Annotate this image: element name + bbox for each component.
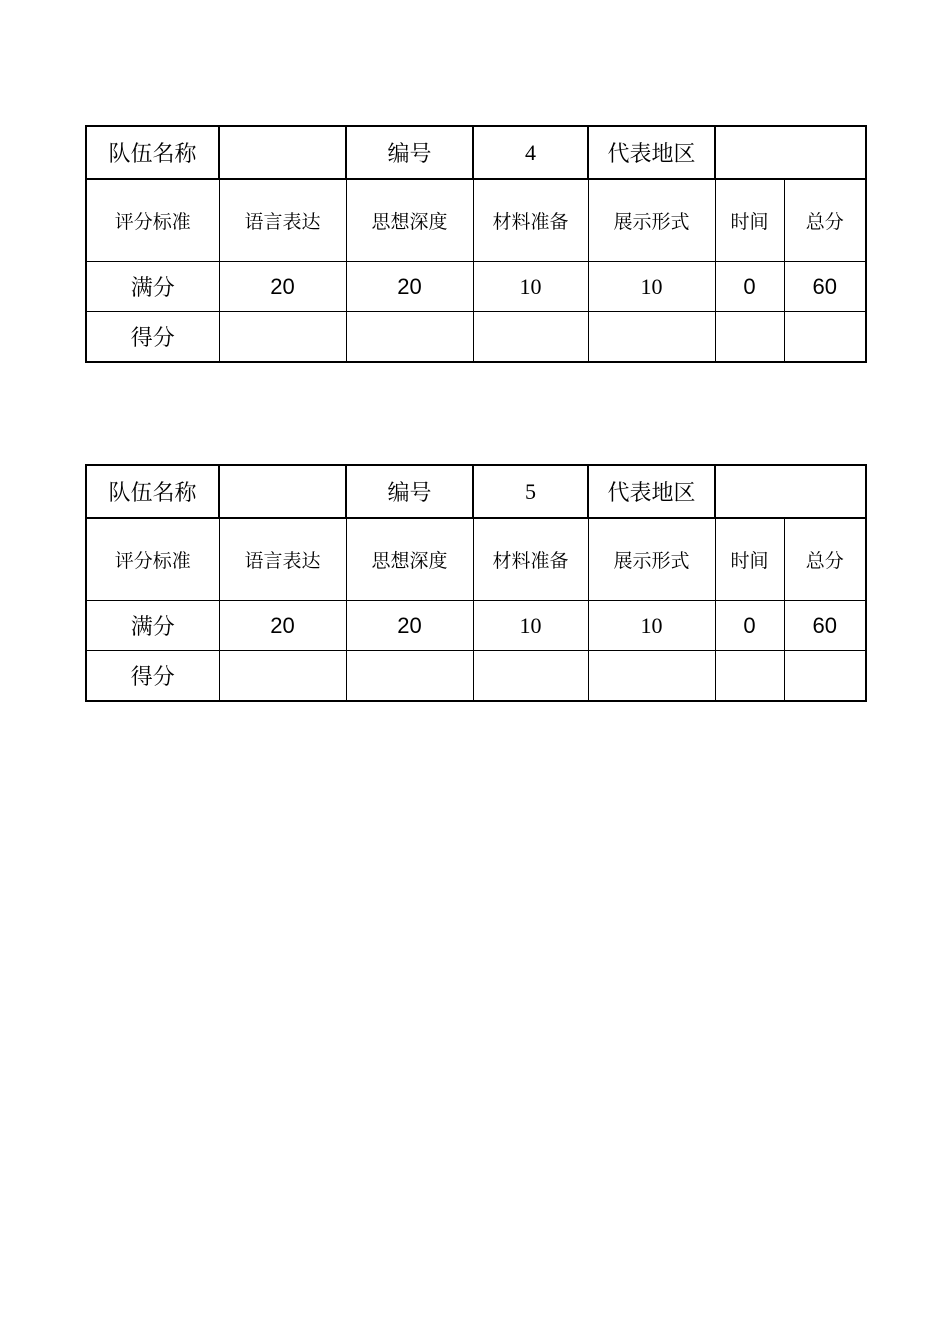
criterion-language: 语言表达 — [219, 518, 346, 601]
number-label: 编号 — [346, 465, 473, 518]
criterion-time: 时间 — [715, 179, 784, 262]
max-score-label: 满分 — [86, 601, 219, 651]
team-name-value[interactable] — [219, 465, 346, 518]
max-score-depth: 20 — [346, 262, 473, 312]
team-name-label: 队伍名称 — [86, 126, 219, 179]
max-score-time: 0 — [715, 601, 784, 651]
max-score-materials: 10 — [473, 262, 588, 312]
score-time[interactable] — [715, 651, 784, 702]
criterion-time: 时间 — [715, 518, 784, 601]
score-total[interactable] — [784, 651, 866, 702]
max-score-total: 60 — [784, 262, 866, 312]
score-table-1 — [85, 125, 867, 363]
criterion-materials: 材料准备 — [473, 179, 588, 262]
criterion-total: 总分 — [784, 179, 866, 262]
score-language[interactable] — [219, 651, 346, 702]
criterion-depth: 思想深度 — [346, 518, 473, 601]
criterion-language: 语言表达 — [219, 179, 346, 262]
team-info-row — [86, 126, 866, 179]
number-label: 编号 — [346, 126, 473, 179]
max-score-presentation: 10 — [588, 601, 715, 651]
score-materials[interactable] — [473, 651, 588, 702]
max-score-language: 20 — [219, 601, 346, 651]
number-value: 5 — [473, 465, 588, 518]
score-depth[interactable] — [346, 312, 473, 363]
team-name-label: 队伍名称 — [86, 465, 219, 518]
max-score-materials: 10 — [473, 601, 588, 651]
max-score-depth: 20 — [346, 601, 473, 651]
score-row — [86, 651, 866, 702]
score-total[interactable] — [784, 312, 866, 363]
max-score-presentation: 10 — [588, 262, 715, 312]
score-label: 得分 — [86, 651, 219, 702]
score-row — [86, 312, 866, 363]
score-presentation[interactable] — [588, 651, 715, 702]
score-depth[interactable] — [346, 651, 473, 702]
score-time[interactable] — [715, 312, 784, 363]
criterion-depth: 思想深度 — [346, 179, 473, 262]
criterion-total: 总分 — [784, 518, 866, 601]
max-score-row — [86, 601, 866, 651]
max-score-label: 满分 — [86, 262, 219, 312]
score-language[interactable] — [219, 312, 346, 363]
criteria-label: 评分标准 — [86, 518, 219, 601]
criterion-presentation: 展示形式 — [588, 518, 715, 601]
region-value[interactable] — [715, 465, 866, 518]
region-value[interactable] — [715, 126, 866, 179]
region-label: 代表地区 — [588, 465, 715, 518]
score-presentation[interactable] — [588, 312, 715, 363]
max-score-time: 0 — [715, 262, 784, 312]
max-score-row — [86, 262, 866, 312]
criteria-label: 评分标准 — [86, 179, 219, 262]
score-label: 得分 — [86, 312, 219, 363]
criteria-row — [86, 518, 866, 601]
max-score-language: 20 — [219, 262, 346, 312]
region-label: 代表地区 — [588, 126, 715, 179]
criterion-presentation: 展示形式 — [588, 179, 715, 262]
score-materials[interactable] — [473, 312, 588, 363]
criterion-materials: 材料准备 — [473, 518, 588, 601]
team-info-row — [86, 465, 866, 518]
number-value: 4 — [473, 126, 588, 179]
team-name-value[interactable] — [219, 126, 346, 179]
max-score-total: 60 — [784, 601, 866, 651]
criteria-row — [86, 179, 866, 262]
score-table-2 — [85, 464, 867, 702]
